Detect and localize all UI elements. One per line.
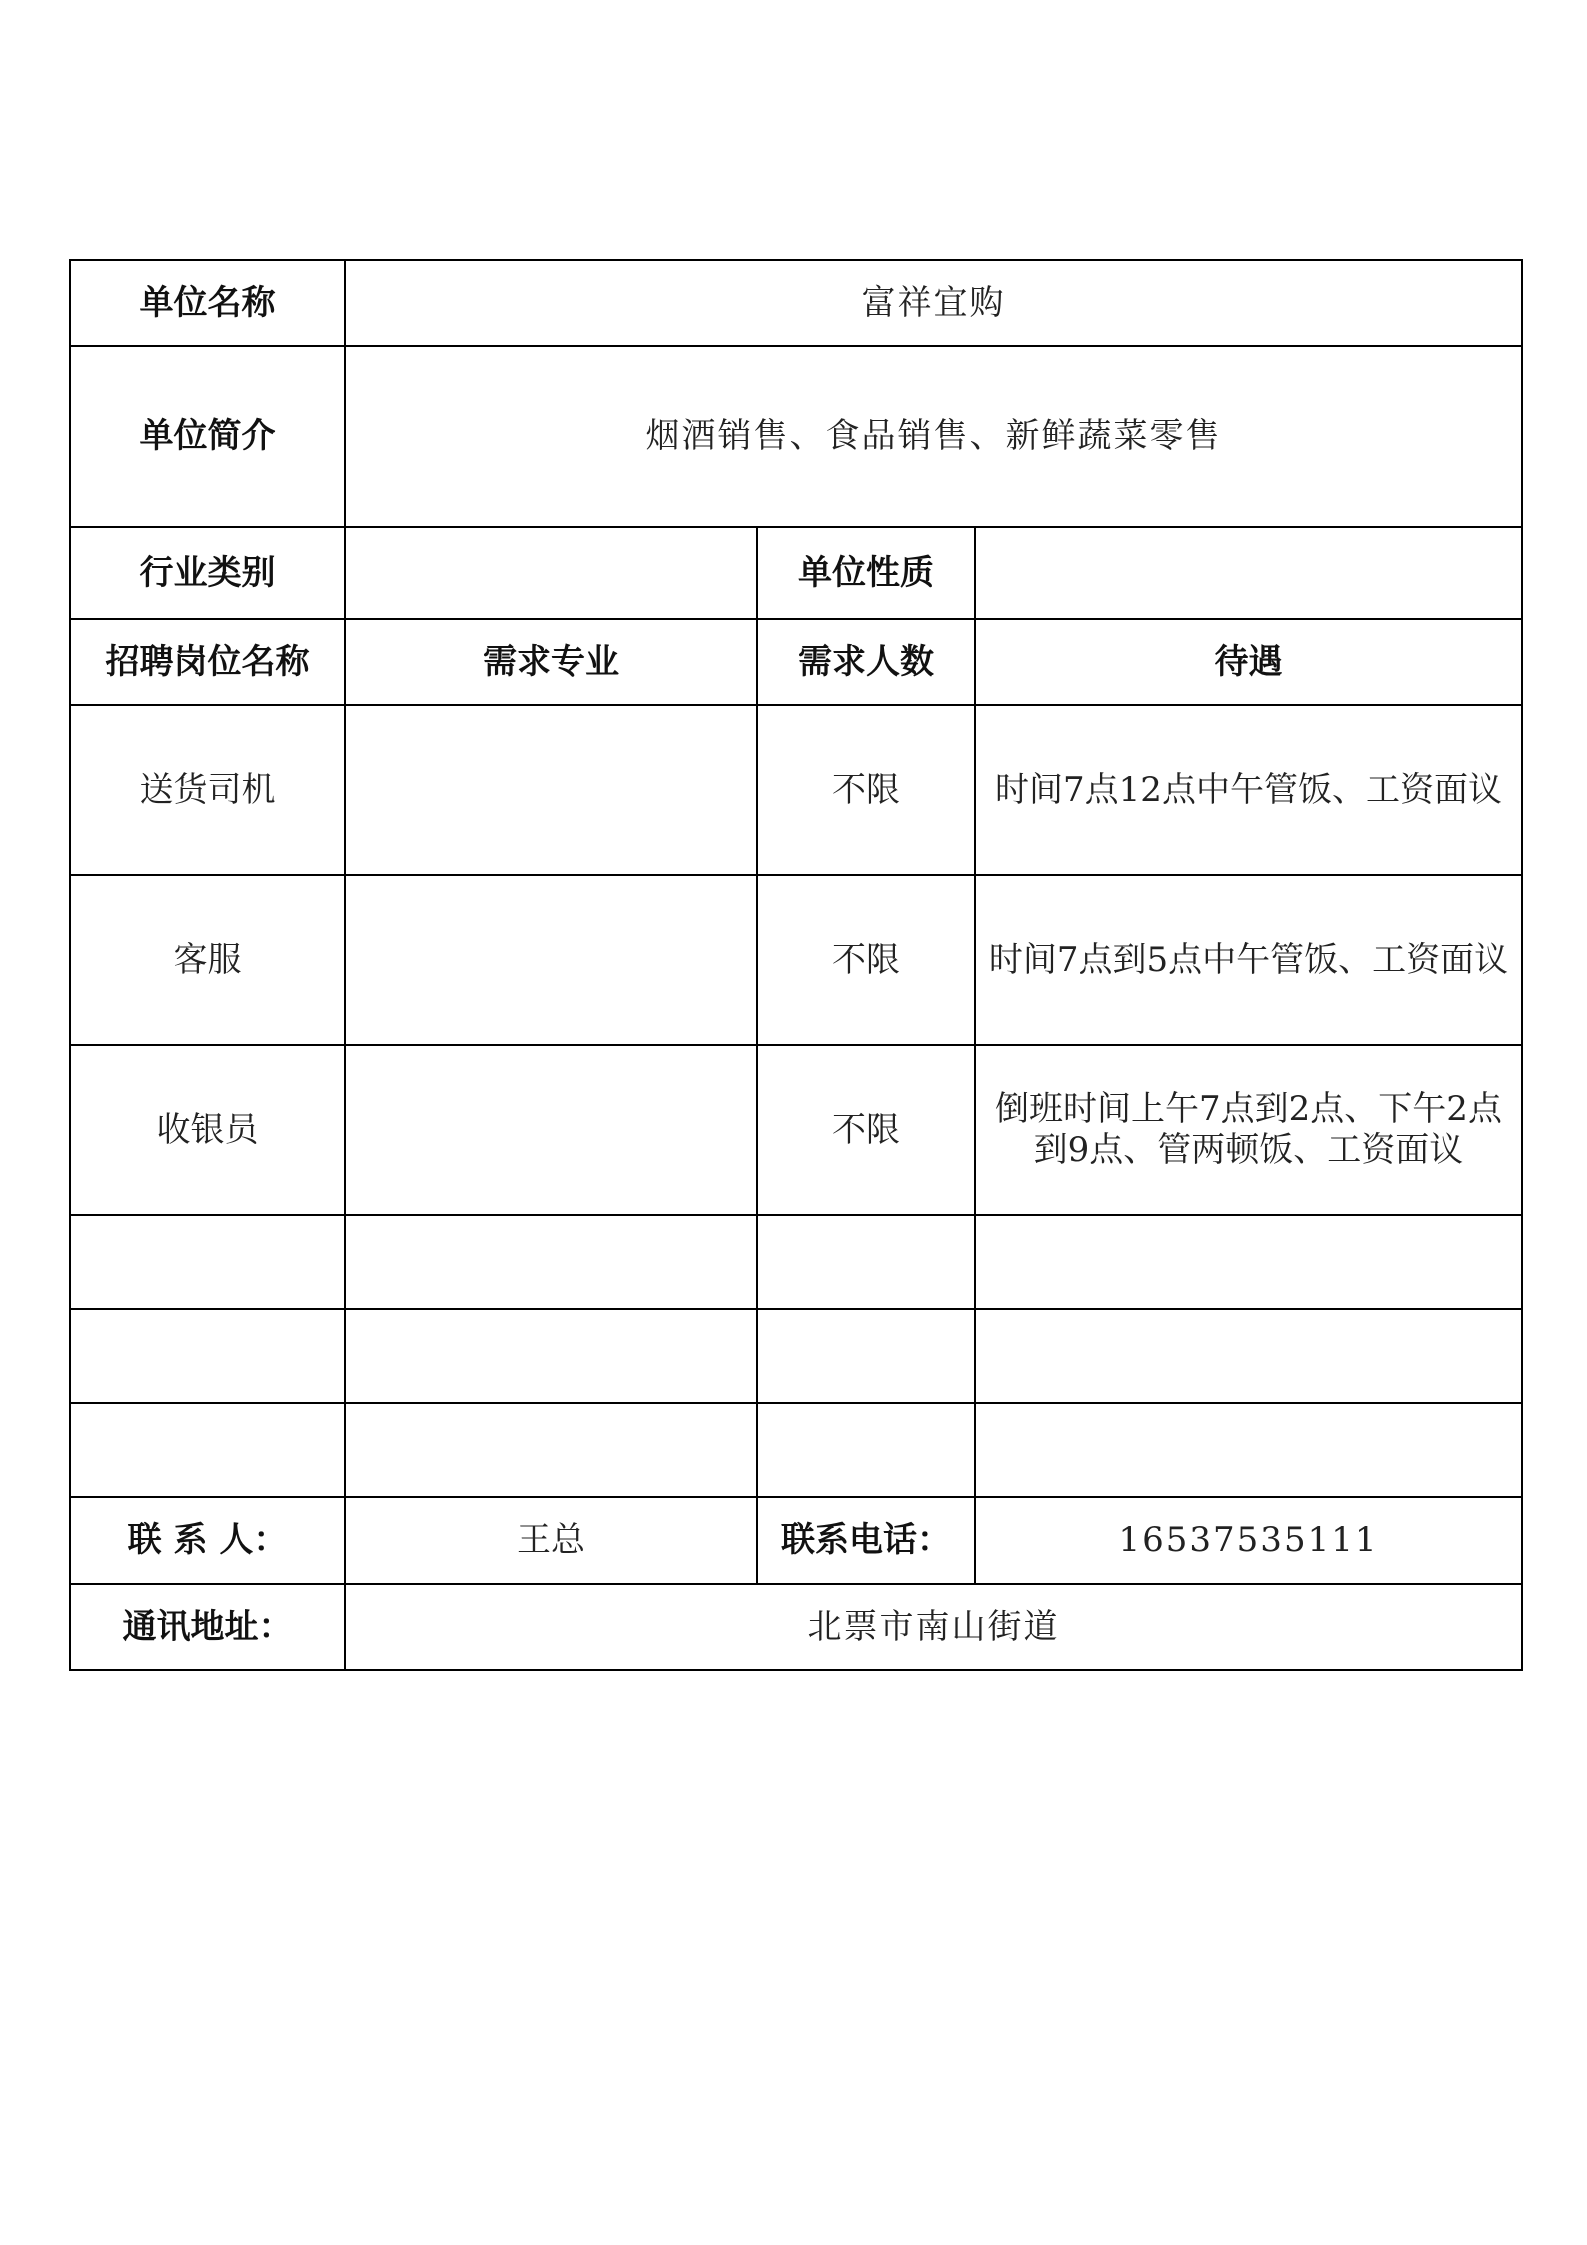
empty-cell (757, 1403, 975, 1497)
position-benefits: 时间7点12点中午管饭、工资面议 (975, 705, 1522, 875)
position-benefits: 倒班时间上午7点到2点、下午2点到9点、管两顿饭、工资面议 (975, 1045, 1522, 1215)
row-unit-name (70, 260, 1522, 346)
label-unit-intro: 单位简介 (70, 346, 345, 527)
empty-cell (70, 1215, 345, 1309)
position-benefits: 时间7点到5点中午管饭、工资面议 (975, 875, 1522, 1045)
row-address (70, 1584, 1522, 1670)
row-contact (70, 1497, 1522, 1584)
label-unit-name: 单位名称 (70, 260, 345, 346)
industry-value (345, 527, 757, 619)
empty-cell (345, 1403, 757, 1497)
label-unit-nature: 单位性质 (757, 527, 975, 619)
empty-cell (70, 1403, 345, 1497)
label-contact-person: 联 系 人： (70, 1497, 345, 1584)
label-address: 通讯地址： (70, 1584, 345, 1670)
recruitment-form (69, 259, 1523, 1671)
empty-cell (757, 1309, 975, 1403)
empty-row (70, 1309, 1522, 1403)
position-name: 送货司机 (70, 705, 345, 875)
contact-phone: 16537535111 (975, 1497, 1522, 1584)
company-name: 富祥宜购 (345, 260, 1522, 346)
header-headcount: 需求人数 (757, 619, 975, 705)
unit-nature-value (975, 527, 1522, 619)
empty-cell (70, 1309, 345, 1403)
company-intro: 烟酒销售、食品销售、新鲜蔬菜零售 (345, 346, 1522, 527)
table-row (70, 875, 1522, 1045)
empty-cell (975, 1215, 1522, 1309)
label-contact-phone: 联系电话： (757, 1497, 975, 1584)
empty-cell (345, 1215, 757, 1309)
position-major (345, 1045, 757, 1215)
contact-address: 北票市南山街道 (345, 1584, 1522, 1670)
empty-cell (975, 1309, 1522, 1403)
row-unit-intro (70, 346, 1522, 527)
position-name: 客服 (70, 875, 345, 1045)
header-position-name: 招聘岗位名称 (70, 619, 345, 705)
row-positions-header (70, 619, 1522, 705)
empty-row (70, 1215, 1522, 1309)
table-row (70, 1045, 1522, 1215)
empty-row (70, 1403, 1522, 1497)
header-major: 需求专业 (345, 619, 757, 705)
empty-cell (757, 1215, 975, 1309)
label-industry: 行业类别 (70, 527, 345, 619)
position-major (345, 875, 757, 1045)
empty-cell (975, 1403, 1522, 1497)
position-headcount: 不限 (757, 705, 975, 875)
row-industry-nature (70, 527, 1522, 619)
position-headcount: 不限 (757, 875, 975, 1045)
empty-cell (345, 1309, 757, 1403)
contact-person: 王总 (345, 1497, 757, 1584)
position-major (345, 705, 757, 875)
table-row (70, 705, 1522, 875)
position-headcount: 不限 (757, 1045, 975, 1215)
header-benefits: 待遇 (975, 619, 1522, 705)
position-name: 收银员 (70, 1045, 345, 1215)
